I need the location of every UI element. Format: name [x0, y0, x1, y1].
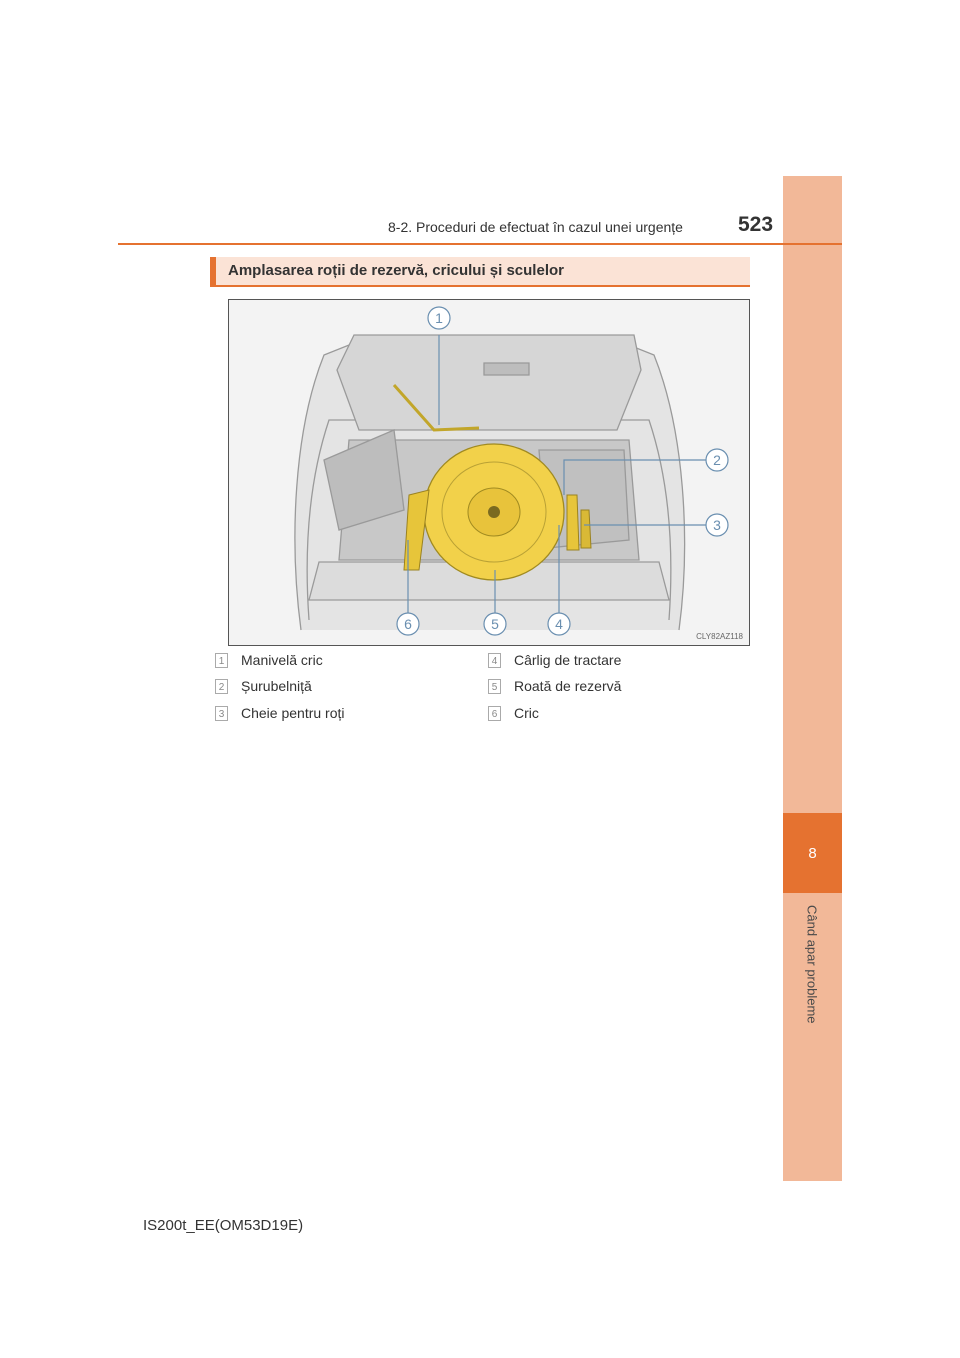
legend-label: Roată de rezervă: [514, 678, 622, 694]
legend-number: 3: [215, 706, 228, 721]
chapter-title: Când apar probleme: [804, 905, 820, 1024]
callout-1: 1: [435, 310, 443, 326]
legend-item-4: [488, 650, 621, 670]
callout-6: 6: [404, 616, 412, 632]
trunk-drawing: [229, 300, 749, 645]
legend-item-3: [215, 703, 345, 723]
header-rule: [118, 243, 842, 245]
callout-5: 5: [491, 616, 499, 632]
legend-item-2: [215, 676, 312, 696]
legend-item-6: [488, 703, 539, 723]
legend-number: 5: [488, 679, 501, 694]
chapter-title-tab: [795, 905, 829, 1065]
figure-code: CLY82AZ118: [696, 632, 743, 641]
legend-number: 1: [215, 653, 228, 668]
footer-doc-code: IS200t_EE(OM53D19E): [143, 1217, 304, 1234]
callout-2: 2: [713, 452, 721, 468]
legend-label: Șurubelniță: [241, 678, 312, 694]
chapter-number: 8: [808, 844, 817, 862]
legend-item-1: [215, 650, 323, 670]
legend-label: Cârlig de tractare: [514, 652, 622, 668]
page-number: 523: [738, 213, 774, 236]
callout-3: 3: [713, 517, 721, 533]
legend-label: Cheie pentru roți: [241, 705, 345, 721]
legend-item-5: [488, 676, 621, 696]
section-title: [210, 257, 750, 287]
header-section-title: 8-2. Proceduri de efectuat în cazul unei urgențe: [388, 219, 683, 235]
legend-number: 6: [488, 706, 501, 721]
section-title-text: Amplasarea roții de rezervă, cricului și sculelor: [228, 262, 564, 279]
legend-number: 4: [488, 653, 501, 668]
legend-number: 2: [215, 679, 228, 694]
callout-4: 4: [555, 616, 563, 632]
legend-label: Manivelă cric: [241, 652, 323, 668]
chapter-number-tab: [783, 813, 842, 893]
legend-label: Cric: [514, 705, 539, 721]
trunk-illustration: [228, 299, 750, 646]
